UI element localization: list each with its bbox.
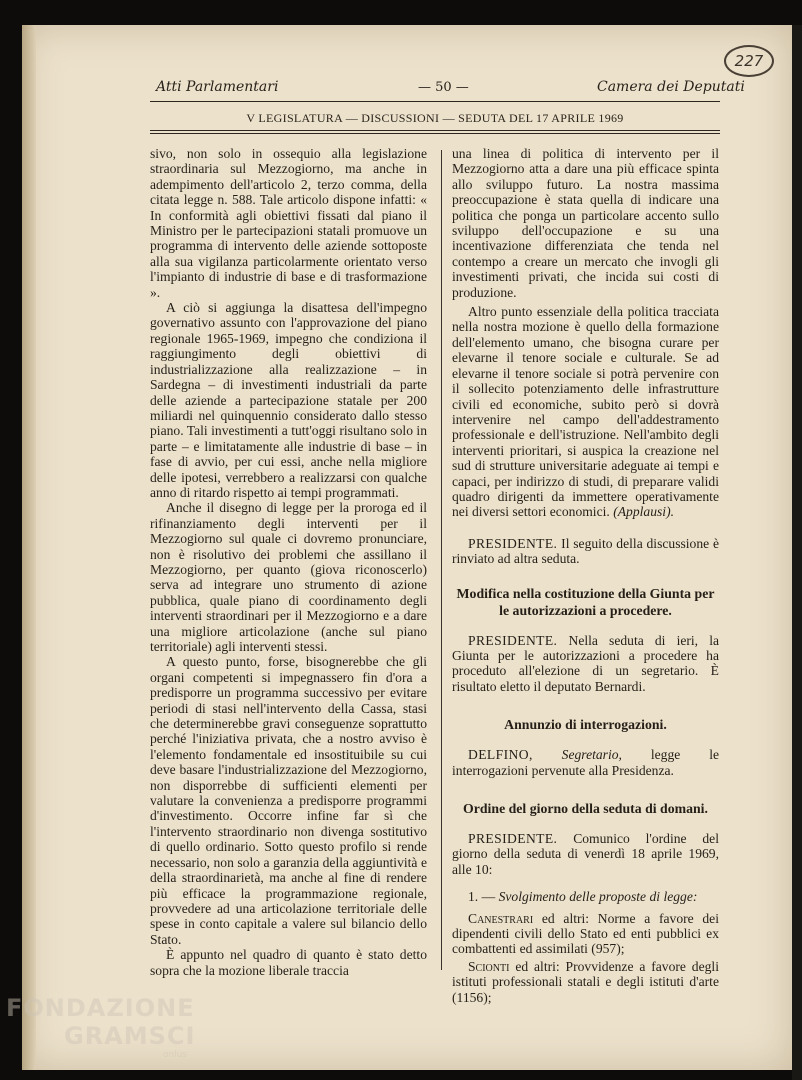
- bill-scionti: [452, 959, 719, 1005]
- speaker-delfino: DELFINO,: [468, 747, 533, 763]
- session-line: V LEGISLATURA — DISCUSSIONI — SEDUTA DEL 17 APRILE 1969: [246, 111, 624, 125]
- section-heading-interrogazioni: Annunzio di interrogazioni.: [504, 717, 667, 733]
- handwritten-page-stamp: 227: [724, 45, 774, 77]
- section-heading-giunta: Modifica nella costituzione della Giunta per le autorizzazioni a procedere.: [456, 585, 715, 618]
- agenda-item-number: 1. —: [468, 889, 496, 905]
- watermark-sub: onlus: [163, 1050, 188, 1060]
- header-rule: [150, 101, 720, 102]
- bill-description: ed altri: Provvidenze a favore degli istituti professionali statali e degli istituti d'arte (1156);: [452, 958, 719, 1005]
- left-paragraph-1: sivo, non solo in ossequio alla legislazione straordinaria sul Mezzogiorno, ma anche in adempimento dell'articolo 2, terzo comma, della citata legge n. 588. Tale articolo dispone infatti: « In conformità agli obiettivi fissati dal piano il Ministro per le partecipazioni statali promuove un programma di intervento delle aziende sottoposte alla sua vigilanza particolarmente orientato verso l'impianto di industrie di base e di trasformazione ».: [150, 146, 427, 300]
- left-paragraph-5: È appunto nel quadro di quanto è stato detto sopra che la mozione liberale traccia: [150, 947, 427, 978]
- speaker-president: PRESIDENTE.: [468, 831, 558, 846]
- left-paragraph-2: A ciò si aggiunga la disattesa dell'impegno governativo assunto con l'approvazione del piano regionale 1965-1969, impegno che condiziona il raggiungimento degli obiettivi di industrializzazione alla realizzazione – in Sardegna – di investimenti industriali da parte delle aziende a partecipazione statale per 200 miliardi nel quinquennio considerato dallo stesso piano. Tali investimenti a tutt'oggi risultano solo in parte – e limitatamente alle industrie di base – in fase di avvio, per cui essi, anche nella migliore delle ipotesi, verrebbero a realizzarsi con qualche anno di ritardo rispetto ai tempi programmati.: [150, 300, 427, 500]
- delfino-statement: [452, 747, 719, 778]
- agenda-item-1: [452, 889, 719, 904]
- president-statement-2: [452, 633, 719, 695]
- right-column: [452, 146, 719, 1005]
- page-number: — 50 —: [418, 80, 469, 95]
- right-paragraph-2-text: Altro punto essenziale della politica tracciata nella nostra mozione è quello della formazione dell'elemento umano, che bisogna curare per elevarne il tenore sociale e culturale. Se ad elevarne il tenore sociale si potrà pervenire con il sollecito potenziamento delle infrastrutture civili ed economiche, subito però si dovrà intervenire nel campo dell'addestramento professionale e dell'istruzione. Nell'ambito degli interventi prioritari, si auspica la creazione nel sud di strutture universitarie adeguate ai tempi e capaci, per indirizzo di studi, di preparare validi quadro dirigenti da immettere operativamente nei diversi settori economici.: [452, 304, 719, 520]
- page-spine: [22, 25, 36, 1070]
- section-heading-ordine-del-giorno: Ordine del giorno della seduta di domani.: [463, 801, 708, 816]
- header-left: Atti Parlamentari: [156, 79, 279, 95]
- left-column: [150, 146, 427, 978]
- speaker-president: PRESIDENTE.: [468, 535, 558, 551]
- right-paragraph-1: una linea di politica di intervento per il Mezzogiorno atta a dare una più efficace spinta allo sviluppo futuro. La nostra massima preoccupazione è stata quella di indicare una politica che ponga un particolare accento sullo sviluppo dell'occupazione e su una incentivazione differenziata che tenda nel contempo a creare un mercato che invogli gli investimenti privati, che incida sui costi di produzione.: [452, 146, 719, 300]
- president-statement-3: [452, 831, 719, 877]
- header-right: Camera dei Deputati: [597, 79, 745, 95]
- speaker-president: PRESIDENTE.: [468, 632, 558, 648]
- column-divider: [441, 150, 442, 970]
- left-paragraph-4: A questo punto, forse, bisognerebbe che gli organi competenti si impegnassero fin d'ora a predisporre un programma successivo per evitare periodi di stasi nell'intervento della Cassa, stasi che determinerebbe gravi conseguenze soprattutto perché l'iniziativa privata, che a nostro avviso è l'elemento fondamentale ed insostituibile su cui deve basare l'industrializzazione del Mezzogiorno, non disporrebbe di sufficienti elementi per valutare la convenienza a predisporre programmi d'investimento. Occorre infine far sì che l'intervento straordinario non divenga sostitutivo di quello ordinario. Sotto questo profilo si rende necessario, non solo a garanzia della aggiuntività e della straordinarietà, ma anche al fine di rendere più efficace la programmazione regionale, provvedere ad una articolazione territoriale delle spese in conto capitale a valere sul bilancio dello Stato.: [150, 654, 427, 947]
- fondazione-gramsci-watermark: [6, 994, 195, 1050]
- president-statement-1-text: Il seguito della discussione è rinviato ad altra seduta.: [452, 535, 720, 567]
- scan-edge: [792, 25, 802, 1080]
- bill-author: Canestrari: [468, 910, 534, 926]
- speaker-role: Segretario,: [561, 747, 622, 763]
- watermark-line-2: GRAMSCI: [64, 1022, 196, 1050]
- bill-author: Scionti: [468, 958, 510, 974]
- delfino-statement-text: legge le interrogazioni pervenute alla Presidenza.: [452, 747, 720, 778]
- president-statement-2-text: Nella seduta di ieri, la Giunta per le autorizzazioni a procedere ha proceduto all'elezione di un segretario. È risultato eletto il deputato Bernardi.: [452, 632, 720, 694]
- bill-description: ed altri: Norme a favore dei dipendenti civili dello Stato ed enti pubblici ex combattenti ed assimilati (957);: [452, 910, 719, 957]
- president-statement-3-text: Comunico l'ordine del giorno della seduta di venerdì 18 aprile 1969, alle 10:: [452, 831, 719, 877]
- right-paragraph-2: [452, 304, 719, 520]
- agenda-item-title: Svolgimento delle proposte di legge:: [498, 889, 698, 905]
- applause: (Applausi).: [613, 504, 674, 520]
- watermark-line-1: FONDAZIONE: [6, 994, 195, 1022]
- president-statement-1: [452, 536, 719, 567]
- bill-canestrari: [452, 911, 719, 957]
- session-double-rule: [150, 130, 720, 134]
- left-paragraph-3: Anche il disegno di legge per la proroga ed il rifinanziamento degli interventi per il Mezzogiorno sul quale ci dovremo pronunciare, non è risolutivo dei problemi che assillano il Mezzogiorno, per quanto (giova riconoscerlo) serva ad integrare uno strumento di azione pubblica, quale piano di coordinamento degli interventi straordinari per il Mezzogiorno e a dare una migliore articolazione (anche sul piano territoriale) agli interventi stessi.: [150, 500, 427, 654]
